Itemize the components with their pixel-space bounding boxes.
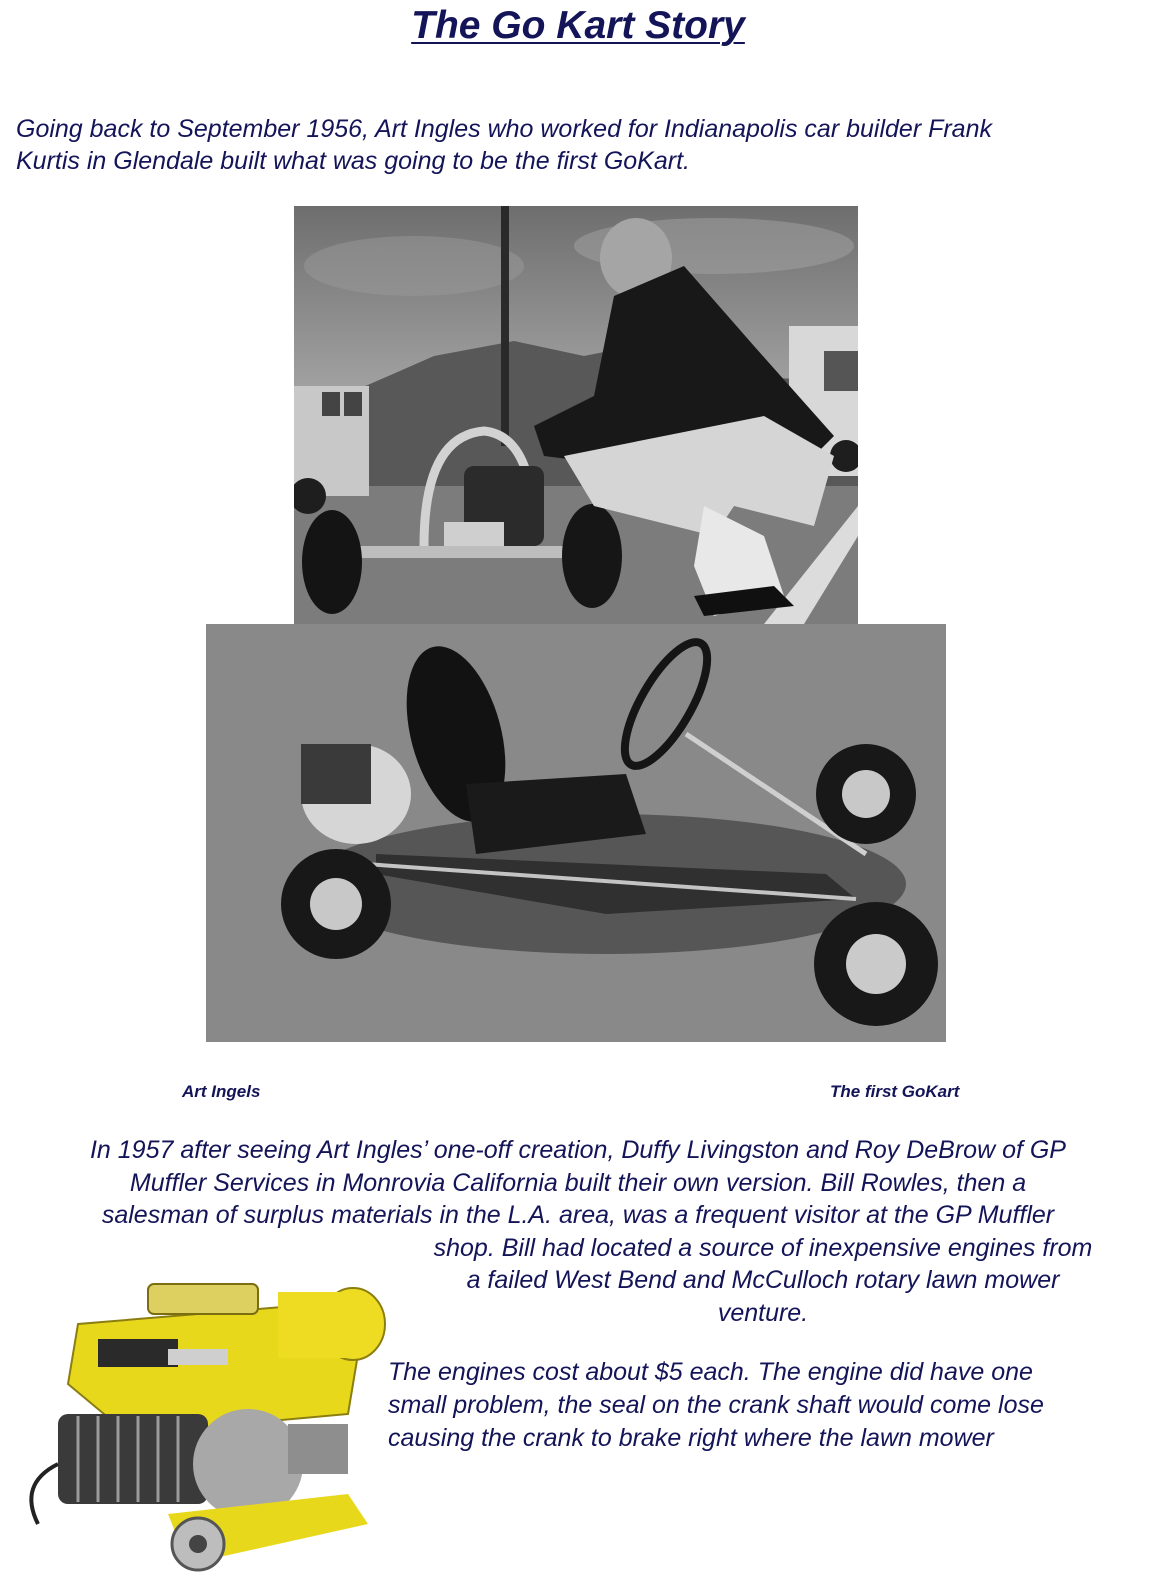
history-line: Muffler Services in Monrovia California built their own version. Bill Rowles, then a: [129, 1168, 1027, 1197]
page-title: The Go Kart Story: [411, 4, 745, 47]
first-gokart-photo: [206, 624, 946, 1042]
caption-first-gokart: The first GoKart: [830, 1082, 960, 1101]
art-ingels-photo-graphic: [294, 206, 858, 624]
engine-photo-graphic: [18, 1264, 388, 1574]
intro-line: Kurtis in Glendale built what was going to be the first GoKart.: [16, 147, 690, 175]
intro-paragraph: [16, 113, 1136, 177]
engine-paragraph: [388, 1356, 1148, 1455]
engine-line: causing the crank to brake right where the lawn mower: [388, 1424, 994, 1452]
first-gokart-photo-graphic: [206, 624, 946, 1042]
history-line: venture.: [717, 1298, 809, 1327]
history-line: a failed West Bend and McCulloch rotary lawn mower: [466, 1266, 1060, 1294]
history-line: salesman of surplus materials in the L.A. area, was a frequent visitor at the GP Muffler: [101, 1201, 1055, 1229]
caption-art-ingels: Art Ingels: [182, 1082, 261, 1101]
engine-line: small problem, the seal on the crank shaft would come lose: [388, 1391, 1044, 1419]
history-line: shop. Bill had located a source of inexpensive engines from: [433, 1233, 1093, 1262]
history-line: In 1957 after seeing Art Ingles’ one-off creation, Duffy Livingston and Roy DeBrow of GP: [89, 1136, 1066, 1164]
intro-line: Going back to September 1956, Art Ingles who worked for Indianapolis car builder Frank: [16, 115, 992, 143]
art-ingels-photo: [294, 206, 858, 624]
engine-photo: [18, 1264, 388, 1574]
engine-line: The engines cost about $5 each. The engine did have one: [388, 1358, 1033, 1386]
